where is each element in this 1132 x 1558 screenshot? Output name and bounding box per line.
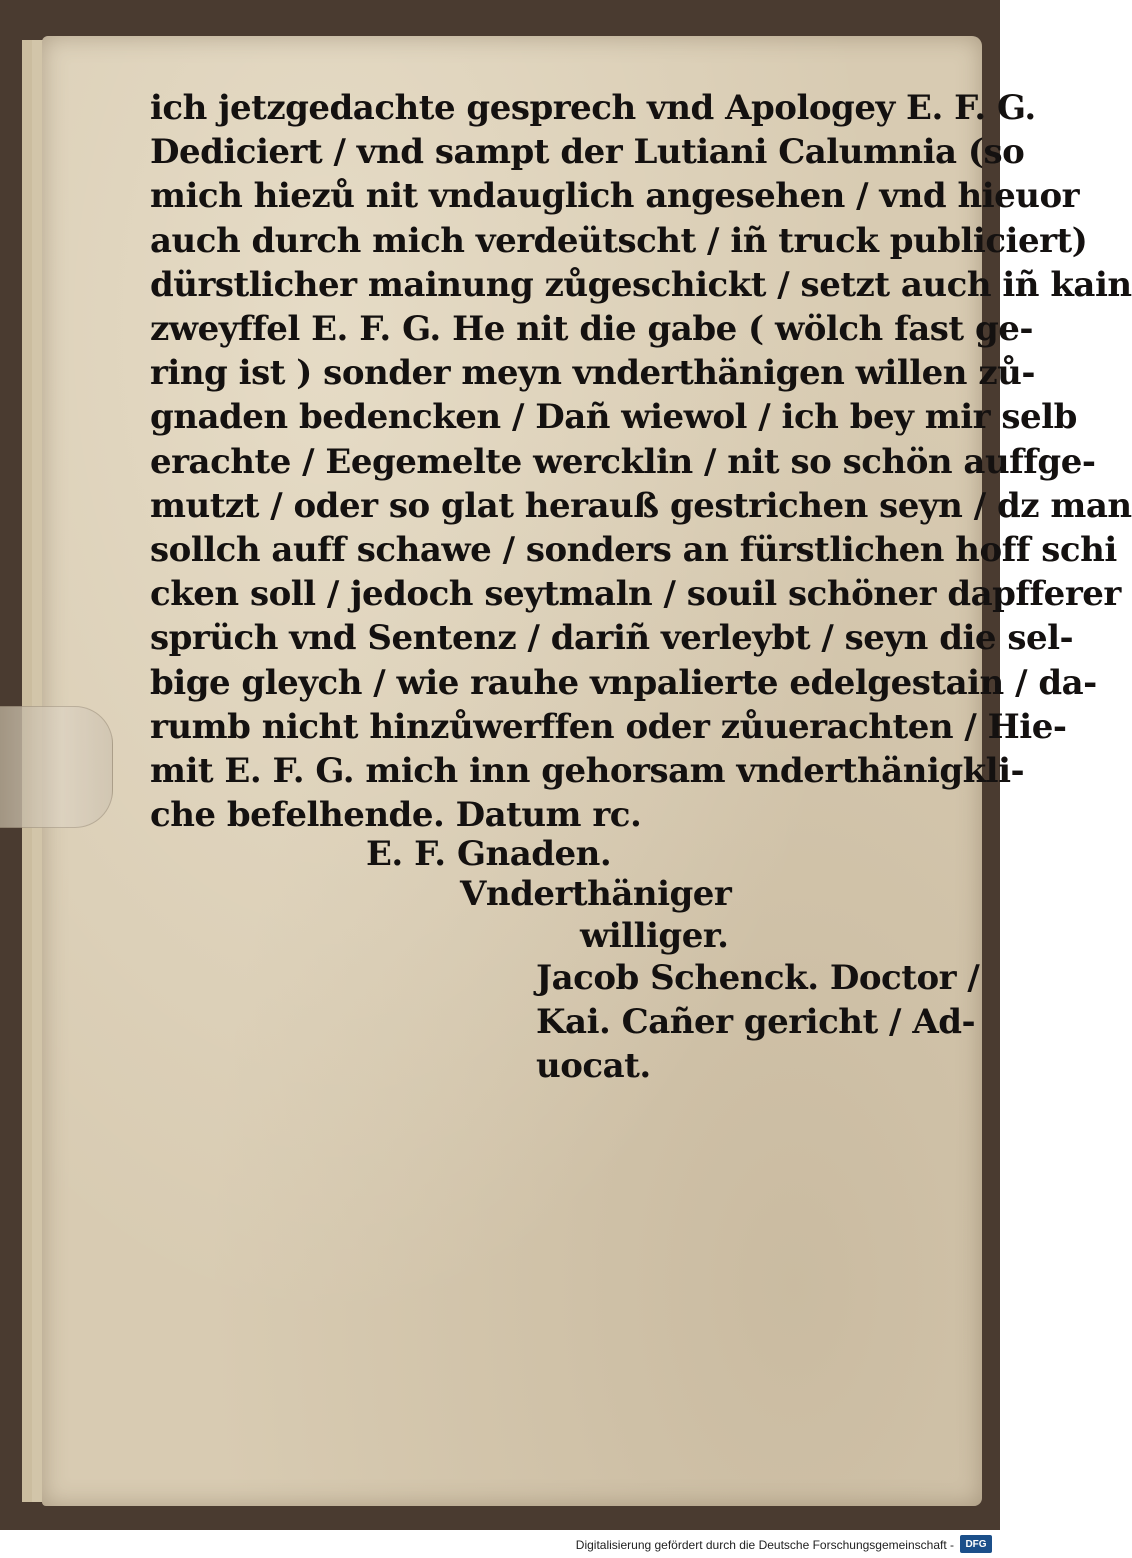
text-line: dürstlicher mainung zůgeschickt / setzt auch iñ kain — [150, 264, 1132, 305]
signature-title-end: uocat. — [536, 1046, 651, 1086]
text-line: mutzt / oder so glat herauß gestrichen seyn / dz man — [150, 485, 1132, 526]
text-line: che befelhende. Datum rc. — [150, 795, 642, 836]
signature-line: williger. — [580, 916, 729, 956]
text-line: cken soll / jedoch seytmaln / souil schöner dapfferer — [150, 574, 1121, 615]
text-line: rumb nicht hinzůwerffen oder zůuerachten / Hie- — [150, 706, 1067, 747]
dfg-logo: DFG — [960, 1535, 992, 1553]
text-line: auch durch mich verdeütscht / iñ truck publiciert) — [150, 220, 1088, 261]
text-line: ich jetzgedachte gesprech vnd Apologey E. F. G. — [150, 88, 1036, 128]
text-line: mich hiezů nit vndauglich angesehen / vnd hieuor — [150, 176, 1080, 217]
text-line: bige gleych / wie rauhe vnpalierte edelgestain / da- — [150, 662, 1097, 703]
text-line: mit E. F. G. mich inn gehorsam vnderthänigkli- — [150, 751, 1025, 792]
page-clip — [0, 706, 113, 828]
text-line: ring ist ) sonder meyn vnderthänigen willen zů- — [150, 353, 1035, 394]
text-line: sollch auff schawe / sonders an fürstlichen hoff schi — [150, 530, 1117, 571]
text-line: gnaden bedencken / Dañ wiewol / ich bey mir selb — [150, 397, 1077, 438]
body-text — [150, 86, 1132, 837]
text-line: zweyffel E. F. G. He nit die gabe ( wölch fast ge- — [150, 309, 1033, 350]
text-line: Dediciert / vnd sampt der Lutiani Calumnia (so — [150, 132, 1025, 173]
text-line: sprüch vnd Sentenz / dariñ verleybt / seyn die sel- — [150, 618, 1074, 659]
signature-title: Kai. Cañer gericht / Ad- — [536, 1002, 976, 1042]
text-line: erachte / Eegemelte wercklin / nit so schön auffge- — [150, 441, 1096, 482]
footer-credit: Digitalisierung gefördert durch die Deutsche Forschungsgemeinschaft - — [575, 1538, 954, 1552]
signature-author: Jacob Schenck. Doctor / — [536, 958, 980, 998]
signature-salutation: E. F. Gnaden. — [366, 834, 612, 874]
signature-line: Vnderthäniger — [460, 874, 732, 914]
